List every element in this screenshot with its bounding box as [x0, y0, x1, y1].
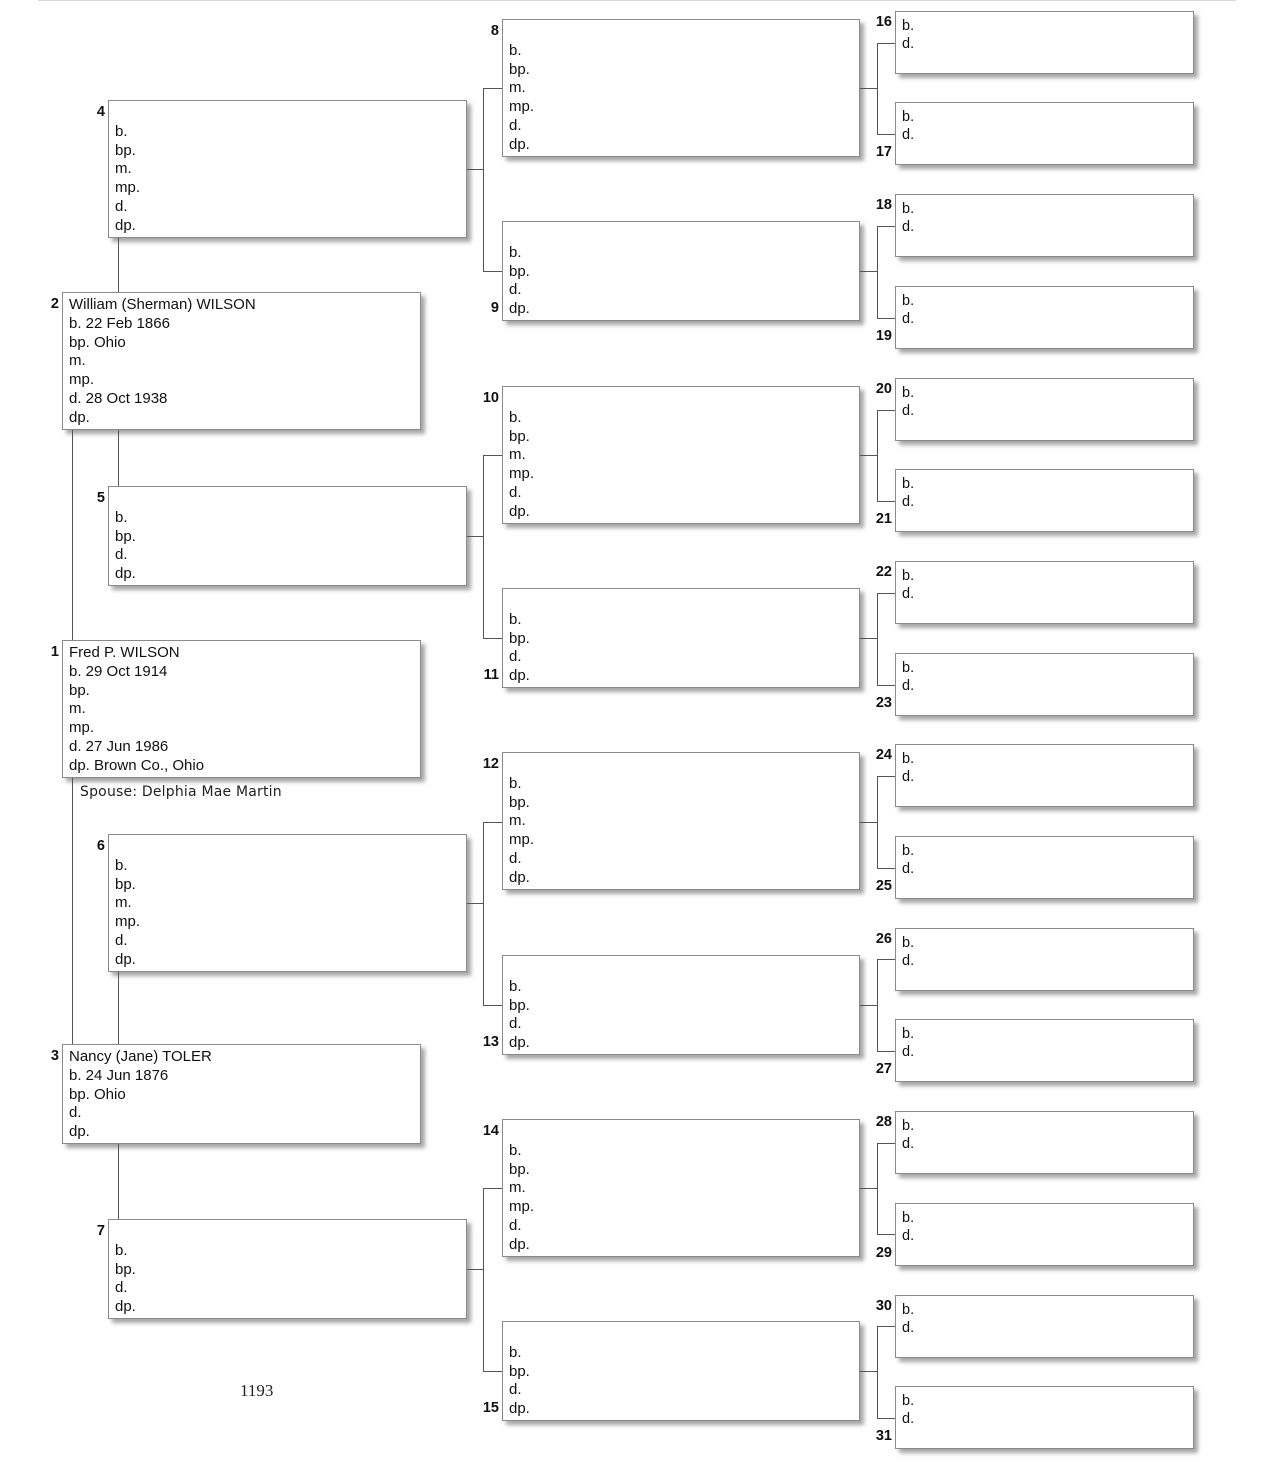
connector-line	[877, 1143, 895, 1144]
ahnentafel-number: 6	[96, 838, 105, 854]
person-name	[509, 225, 853, 244]
person-fact-line: d.	[902, 1411, 915, 1428]
person-name	[509, 390, 853, 409]
person-fact-line: b.	[902, 1118, 915, 1134]
connector-line	[860, 638, 877, 639]
person-fact-line: d.	[902, 494, 915, 511]
person-box-1[interactable]	[62, 640, 421, 778]
person-name	[115, 104, 460, 123]
person-fact-line: d.	[115, 1279, 128, 1297]
person-box-27[interactable]	[895, 1019, 1194, 1082]
ahnentafel-number: 8	[490, 23, 499, 39]
person-fact-line: dp.	[115, 1298, 136, 1316]
person-box-31[interactable]	[895, 1386, 1194, 1449]
person-fact-line: d.	[115, 197, 128, 215]
person-box-26[interactable]	[895, 928, 1194, 991]
person-fact-line: b.	[509, 1343, 522, 1361]
person-fact-line: b.	[115, 856, 128, 874]
person-name	[509, 592, 853, 611]
connector-line	[877, 1143, 878, 1234]
person-fact-line: b.	[902, 843, 915, 859]
person-fact-line: mp.	[69, 371, 95, 389]
person-fact-line: mp.	[69, 719, 95, 737]
ahnentafel-number: 12	[482, 756, 499, 772]
person-fact-line: b.	[902, 660, 915, 676]
person-name	[509, 959, 853, 978]
person-box-17[interactable]	[895, 102, 1194, 165]
connector-line	[483, 1188, 484, 1371]
person-fact-line: d.	[902, 36, 915, 53]
connector-line	[877, 226, 895, 227]
connector-line	[118, 238, 119, 292]
person-box-15[interactable]	[502, 1321, 860, 1421]
connector-line	[877, 685, 895, 686]
connector-line	[877, 776, 895, 777]
ahnentafel-number: 21	[875, 511, 892, 527]
connector-line	[877, 410, 878, 501]
person-fact-line: dp.	[115, 216, 136, 234]
person-fact-line: bp.	[509, 1362, 530, 1380]
person-fact-line: b.	[902, 568, 915, 584]
page-number: 1193	[240, 1381, 274, 1400]
person-fact-line: b.	[902, 109, 915, 125]
person-fact-line: b.	[902, 18, 915, 34]
person-fact-line: dp.	[509, 667, 530, 685]
person-fact-line: bp. Ohio	[69, 333, 126, 351]
person-name: William (Sherman) WILSON	[69, 296, 256, 313]
ahnentafel-number: 18	[875, 197, 892, 213]
person-fact-line: dp.	[115, 565, 136, 583]
person-box-2[interactable]	[62, 292, 421, 430]
connector-line	[483, 638, 502, 639]
connector-line	[860, 822, 877, 823]
ahnentafel-number: 16	[875, 14, 892, 30]
connector-line	[483, 1005, 502, 1006]
person-fact-line: d.	[509, 281, 522, 299]
person-fact-line: bp.	[115, 1260, 136, 1278]
person-name	[509, 1123, 853, 1142]
person-fact-line: b.	[509, 41, 522, 59]
connector-line	[483, 822, 484, 1005]
connector-line	[877, 1051, 895, 1052]
person-fact-line: bp.	[115, 527, 136, 545]
connector-line	[860, 88, 877, 89]
ahnentafel-number: 13	[482, 1034, 499, 1050]
connector-line	[877, 959, 878, 1051]
person-box-18[interactable]	[895, 194, 1194, 257]
person-fact-line: m.	[509, 812, 526, 830]
person-fact-line: d. 28 Oct 1938	[69, 389, 168, 407]
person-fact-line: d.	[902, 127, 915, 144]
connector-line	[877, 501, 895, 502]
person-box-30[interactable]	[895, 1295, 1194, 1358]
person-fact-line: b.	[902, 1210, 915, 1226]
person-box-21[interactable]	[895, 469, 1194, 532]
person-fact-line: b.	[509, 408, 522, 426]
person-fact-line: dp.	[509, 1034, 530, 1052]
person-box-24[interactable]	[895, 744, 1194, 807]
person-box-8[interactable]	[502, 19, 860, 157]
connector-line	[483, 455, 484, 638]
connector-line	[467, 903, 483, 904]
connector-line	[877, 1418, 895, 1419]
connector-line	[877, 1326, 895, 1327]
person-fact-line: d.	[902, 861, 915, 878]
ahnentafel-number: 28	[875, 1114, 892, 1130]
person-name	[509, 756, 853, 775]
person-fact-line: m.	[509, 79, 526, 97]
person-fact-line: d.	[902, 219, 915, 236]
connector-line	[483, 1371, 502, 1372]
person-fact-line: bp.	[509, 996, 530, 1014]
person-fact-line: mp.	[509, 465, 535, 483]
ahnentafel-number: 26	[875, 931, 892, 947]
person-box-5[interactable]	[108, 486, 467, 586]
person-fact-line: d.	[509, 116, 522, 134]
ahnentafel-number: 27	[875, 1061, 892, 1077]
person-box-6[interactable]	[108, 834, 467, 972]
person-fact-line: m.	[115, 894, 132, 912]
person-fact-line: b.	[902, 476, 915, 492]
person-fact-line: d.	[902, 1320, 915, 1337]
ahnentafel-number: 1	[50, 644, 59, 660]
ahnentafel-number: 9	[490, 300, 499, 316]
person-box-3[interactable]	[62, 1044, 421, 1144]
ahnentafel-number: 4	[96, 104, 105, 120]
ahnentafel-number: 3	[50, 1048, 59, 1064]
person-fact-line: m.	[69, 352, 86, 370]
person-fact-line: b.	[115, 508, 128, 526]
ahnentafel-number: 10	[482, 390, 499, 406]
person-fact-line: b.	[509, 1141, 522, 1159]
connector-line	[483, 455, 502, 456]
person-fact-line: bp.	[115, 875, 136, 893]
person-fact-line: m.	[509, 1179, 526, 1197]
ahnentafel-number: 17	[875, 144, 892, 160]
person-fact-line: mp.	[509, 1198, 535, 1216]
person-fact-line: b. 24 Jun 1876	[69, 1066, 169, 1084]
person-fact-line: mp.	[115, 179, 141, 197]
person-fact-line: d.	[115, 931, 128, 949]
connector-line	[877, 410, 895, 411]
connector-line	[860, 1188, 877, 1189]
person-name	[509, 1325, 853, 1344]
person-fact-line: b.	[115, 122, 128, 140]
connector-line	[72, 778, 73, 1044]
person-name: Fred P. WILSON	[69, 644, 180, 661]
person-fact-line: dp.	[509, 1235, 530, 1253]
person-fact-line: b. 22 Feb 1866	[69, 314, 170, 332]
person-fact-line: bp.	[509, 262, 530, 280]
person-fact-line: dp.	[509, 868, 530, 886]
connector-line	[877, 43, 895, 44]
connector-line	[877, 593, 878, 685]
person-fact-line: d.	[902, 953, 915, 970]
person-fact-line: d.	[509, 1381, 522, 1399]
connector-line	[483, 271, 502, 272]
ahnentafel-number: 30	[875, 1298, 892, 1314]
connector-line	[467, 536, 483, 537]
person-fact-line: d.	[902, 1044, 915, 1061]
person-box-20[interactable]	[895, 378, 1194, 441]
ahnentafel-number: 7	[96, 1223, 105, 1239]
person-fact-line: b.	[509, 243, 522, 261]
person-fact-line: dp. Brown Co., Ohio	[69, 756, 205, 774]
person-fact-line: d.	[69, 1104, 82, 1122]
ahnentafel-number: 25	[875, 878, 892, 894]
person-fact-line: d. 27 Jun 1986	[69, 737, 169, 755]
person-fact-line: b.	[902, 293, 915, 309]
connector-line	[877, 959, 895, 960]
connector-line	[877, 134, 895, 135]
ahnentafel-number: 11	[483, 667, 499, 683]
person-name	[115, 1223, 460, 1242]
person-box-12[interactable]	[502, 752, 860, 890]
person-box-9[interactable]	[502, 221, 860, 321]
connector-line	[72, 430, 73, 640]
person-fact-line: dp.	[509, 135, 530, 153]
person-box-7[interactable]	[108, 1219, 467, 1319]
ahnentafel-number: 20	[875, 381, 892, 397]
person-box-16[interactable]	[895, 11, 1194, 74]
connector-line	[467, 1269, 483, 1270]
person-box-29[interactable]	[895, 1203, 1194, 1266]
connector-line	[483, 822, 502, 823]
person-fact-line: b.	[902, 751, 915, 767]
person-fact-line: dp.	[509, 1400, 530, 1418]
person-fact-line: bp.	[115, 141, 136, 159]
person-fact-line: bp.	[509, 793, 530, 811]
person-name: Nancy (Jane) TOLER	[69, 1048, 212, 1065]
connector-line	[483, 88, 484, 271]
connector-line	[877, 1326, 878, 1418]
connector-line	[877, 1234, 895, 1235]
person-fact-line: b.	[509, 610, 522, 628]
person-fact-line: d.	[509, 1015, 522, 1033]
person-fact-line: b.	[902, 935, 915, 951]
person-fact-line: bp.	[69, 681, 90, 699]
spouse-note: Spouse: Delphia Mae Martin	[80, 784, 282, 800]
person-box-25[interactable]	[895, 836, 1194, 899]
person-fact-line: mp.	[509, 831, 535, 849]
person-fact-line: mp.	[509, 98, 535, 116]
person-fact-line: d.	[509, 849, 522, 867]
person-fact-line: m.	[115, 160, 132, 178]
ahnentafel-number: 5	[96, 490, 105, 506]
person-name	[115, 838, 460, 857]
person-fact-line: b. 29 Oct 1914	[69, 662, 168, 680]
person-fact-line: m.	[69, 700, 86, 718]
person-box-23[interactable]	[895, 653, 1194, 716]
connector-line	[860, 1005, 877, 1006]
person-fact-line: bp.	[509, 629, 530, 647]
person-fact-line: d.	[115, 546, 128, 564]
top-rule	[38, 0, 1236, 1]
ahnentafel-number: 15	[482, 1400, 499, 1416]
person-fact-line: dp.	[115, 950, 136, 968]
person-fact-line: d.	[902, 403, 915, 420]
connector-line	[483, 88, 502, 89]
connector-line	[483, 1188, 502, 1189]
connector-line	[877, 43, 878, 134]
person-fact-line: d.	[509, 1216, 522, 1234]
person-fact-line: dp.	[509, 502, 530, 520]
ahnentafel-number: 23	[875, 695, 892, 711]
connector-line	[860, 1371, 877, 1372]
person-box-19[interactable]	[895, 286, 1194, 349]
person-fact-line: d.	[902, 586, 915, 603]
person-fact-line: d.	[902, 1228, 915, 1245]
person-fact-line: mp.	[115, 913, 141, 931]
ahnentafel-number: 19	[875, 328, 892, 344]
person-box-4[interactable]	[108, 100, 467, 238]
connector-line	[860, 271, 877, 272]
person-fact-line: bp.	[509, 1160, 530, 1178]
person-box-11[interactable]	[502, 588, 860, 688]
person-box-28[interactable]	[895, 1111, 1194, 1174]
connector-line	[877, 593, 895, 594]
person-fact-line: d.	[509, 483, 522, 501]
person-fact-line: b.	[115, 1241, 128, 1259]
person-box-22[interactable]	[895, 561, 1194, 624]
person-fact-line: d.	[902, 1136, 915, 1153]
person-fact-line: b.	[902, 1302, 915, 1318]
ahnentafel-number: 2	[50, 296, 59, 312]
person-fact-line: d.	[902, 678, 915, 695]
person-name	[115, 490, 460, 509]
person-fact-line: b.	[509, 774, 522, 792]
person-fact-line: b.	[902, 1026, 915, 1042]
person-box-10[interactable]	[502, 386, 860, 524]
person-fact-line: dp.	[69, 1123, 90, 1141]
person-fact-line: b.	[509, 977, 522, 995]
person-fact-line: d.	[902, 311, 915, 328]
person-fact-line: bp.	[509, 427, 530, 445]
connector-line	[877, 776, 878, 868]
person-fact-line: bp.	[509, 60, 530, 78]
person-fact-line: d.	[902, 769, 915, 786]
person-fact-line: bp. Ohio	[69, 1085, 126, 1103]
connector-line	[877, 226, 878, 318]
connector-line	[118, 972, 119, 1044]
ahnentafel-number: 22	[875, 564, 892, 580]
ahnentafel-number: 24	[875, 747, 892, 763]
person-name	[509, 23, 853, 42]
person-box-13[interactable]	[502, 955, 860, 1055]
person-fact-line: dp.	[509, 300, 530, 318]
connector-line	[877, 868, 895, 869]
ahnentafel-number: 14	[482, 1123, 499, 1139]
ahnentafel-number: 31	[875, 1428, 892, 1444]
connector-line	[118, 1144, 119, 1219]
person-fact-line: b.	[902, 385, 915, 401]
connector-line	[467, 169, 483, 170]
connector-line	[118, 430, 119, 486]
connector-line	[860, 455, 877, 456]
person-box-14[interactable]	[502, 1119, 860, 1257]
person-fact-line: dp.	[69, 408, 90, 426]
person-fact-line: d.	[509, 648, 522, 666]
connector-line	[877, 318, 895, 319]
person-fact-line: b.	[902, 1393, 915, 1409]
person-fact-line: m.	[509, 446, 526, 464]
ahnentafel-number: 29	[875, 1245, 892, 1261]
person-fact-line: b.	[902, 201, 915, 217]
